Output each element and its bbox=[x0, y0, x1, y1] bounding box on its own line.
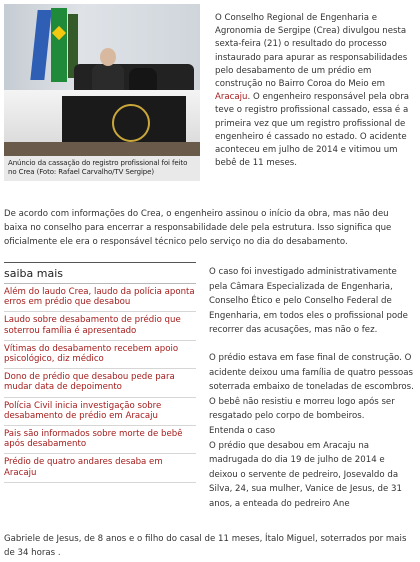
crea-seal-icon bbox=[112, 104, 150, 142]
list-item bbox=[4, 426, 196, 454]
article-figure bbox=[4, 4, 200, 181]
saiba-mais-title: saiba mais bbox=[4, 262, 196, 284]
intro-text: O Conselho Regional de Engenharia e Agronomia de Sergipe (Crea) divulgou nesta sexta-feira (21) o resultado do processo instaurado para apurar as responsabilidades pelo desabamento de um prédio em construção no Bairro Coroa do Meio em bbox=[215, 13, 408, 90]
brazil-flag-icon bbox=[51, 8, 67, 82]
saiba-mais-box bbox=[4, 262, 196, 483]
related-link[interactable]: Além do laudo Crea, laudo da polícia aponta erros em prédio que desabou bbox=[4, 287, 195, 308]
related-link[interactable]: Prédio de quatro andares desaba em Aracaju bbox=[4, 457, 163, 478]
body-paragraph-3: O caso foi investigado administrativamente pela Câmara Especializada de Engenharia, Conselho Ético e pelo Conselho Federal de Engenharia, em todos eles o profissional pode recorrer das acusações, mas não o fez. bbox=[209, 267, 408, 336]
related-link[interactable]: Pais são informados sobre morte de bebê após desabamento bbox=[4, 429, 183, 450]
list-item bbox=[4, 454, 196, 482]
photo-caption: Anúncio da cassação do registro profissional foi feito no Crea (Foto: Rafael Carvalho/TV Sergipe) bbox=[4, 156, 200, 181]
aracaju-link[interactable]: Aracaju bbox=[215, 92, 248, 103]
section-text: O prédio que desabou em Aracaju na madrugada do dia 19 de julho de 2014 e deixou o servente de pedreiro, Josevaldo da Silva, 24, sua mulher, Vanice de Jesus, de 31 anos, a enteada do pedreiro Ane bbox=[209, 440, 402, 509]
saiba-mais-list bbox=[4, 284, 196, 483]
list-item bbox=[4, 341, 196, 369]
section-heading: Entenda o caso bbox=[209, 426, 276, 436]
related-link[interactable]: Dono de prédio que desabou pede para mudar data de depoimento bbox=[4, 372, 175, 393]
intro-text-cont: . O engenheiro responsável pela obra teve o registro profissional cassado, essa é a primeira vez que um registro profissional de engenheiro é cassado no estado. O acidente aconteceu em julho de 2014 e vitimou um bebê de 11 meses. bbox=[215, 92, 409, 169]
article-photo bbox=[4, 4, 200, 156]
body-paragraph-4: O prédio estava em fase final de construção. O acidente deixou uma família de quatro pessoas soterrada embaixo de toneladas de escombros. O bebê não resistiu e morreu logo após ser resgatado pelo corpo de bombeiros. bbox=[209, 353, 414, 422]
body-paragraph-5 bbox=[209, 424, 415, 512]
list-item bbox=[4, 284, 196, 312]
list-item bbox=[4, 398, 196, 426]
related-link[interactable]: Polícia Civil inicia investigação sobre desabamento de prédio em Aracaju bbox=[4, 400, 162, 421]
body-paragraph-2: De acordo com informações do Crea, o engenheiro assinou o início da obra, mas não deu baixa no conselho para encerrar a responsabilidade dele pela estrutura. Isso significa que oficialmente ele era o responsável técnico pelo serviço no dia do desabamento. bbox=[4, 209, 392, 247]
related-link[interactable]: Laudo sobre desabamento de prédio que soterrou família é apresentado bbox=[4, 315, 181, 336]
list-item bbox=[4, 369, 196, 397]
related-link[interactable]: Vítimas do desabamento recebem apoio psicológico, diz médico bbox=[4, 343, 179, 365]
list-item bbox=[4, 312, 196, 340]
body-paragraph-continuation: Gabriele de Jesus, de 8 anos e o filho do casal de 11 meses, Ítalo Miguel, soterrados por mais de 34 horas . bbox=[4, 534, 407, 558]
intro-paragraph bbox=[215, 12, 415, 170]
